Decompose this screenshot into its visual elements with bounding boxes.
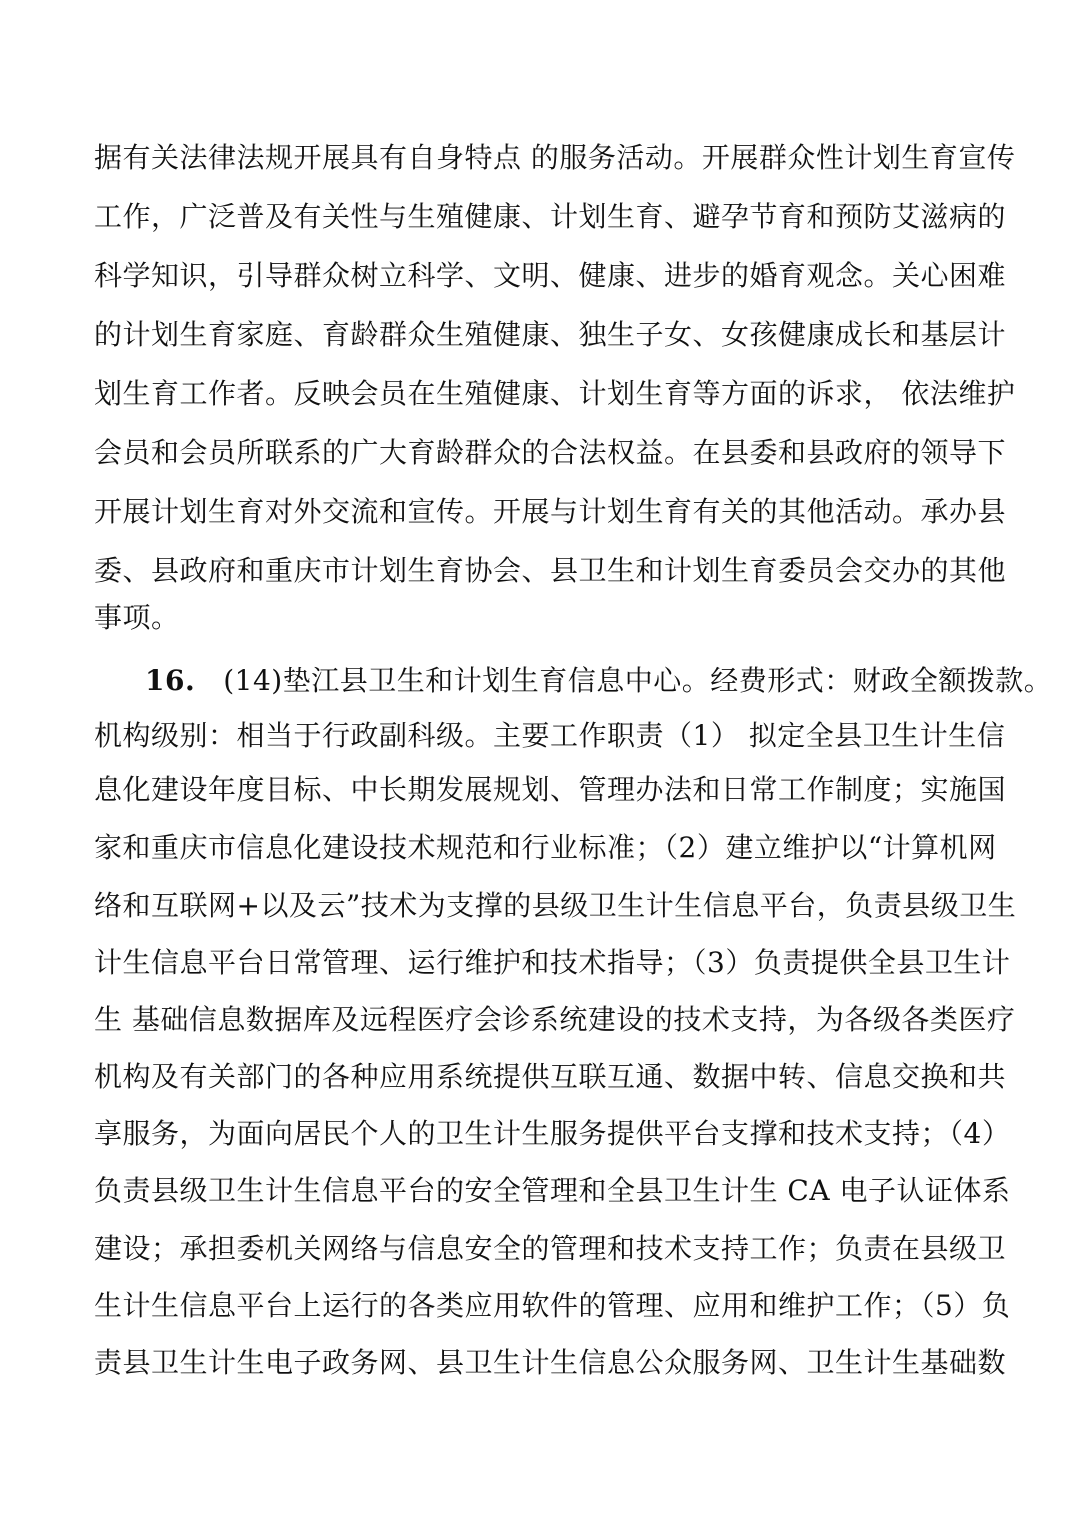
text-line: 息化建设年度目标、中长期发展规划、管理办法和日常工作制度；实施国 [94,773,1007,806]
text-line: 的计划生育家庭、育龄群众生殖健康、独生子女、女孩健康成长和基层计 [94,318,1007,351]
text-line: 生 基础信息数据库及远程医疗会诊系统建设的技术支持，为各级各类医疗 [94,1003,1016,1036]
text-span: (14)垫江县卫生和计划生育信息中心。经费形式：财政全额拨款。 [223,664,1053,697]
text-line: 会员和会员所联系的广大育龄群众的合法权益。在县委和县政府的领导下 [94,436,1007,469]
text-line: 机构级别：相当于行政副科级。主要工作职责（1） 拟定全县卫生计生信 [94,719,1006,752]
text-line: 享服务，为面向居民个人的卫生计生服务提供平台支撑和技术支持；（4） [94,1117,1011,1150]
paragraph-first-line [145,664,1052,698]
text-line: 计生信息平台日常管理、运行维护和技术指导；（3）负责提供全县卫生计 [94,946,1011,979]
item-number: 16. [145,664,196,697]
text-line: 据有关法律法规开展具有自身特点 的服务活动。开展群众性计划生育宣传 [94,141,1016,174]
text-line: 划生育工作者。反映会员在生殖健康、计划生育等方面的诉求， 依法维护 [94,377,1016,410]
text-line: 生计生信息平台上运行的各类应用软件的管理、应用和维护工作；（5）负 [94,1289,1011,1322]
text-line: 建设；承担委机关网络与信息安全的管理和技术支持工作；负责在县级卫 [94,1232,1007,1265]
text-line: 负责县级卫生计生信息平台的安全管理和全县卫生计生 CA 电子认证体系 [94,1174,1011,1207]
text-line: 工作，广泛普及有关性与生殖健康、计划生育、避孕节育和预防艾滋病的 [94,200,1007,233]
text-line: 家和重庆市信息化建设技术规范和行业标准；（2）建立维护以“计算机网 [94,831,997,864]
text-line: 委、县政府和重庆市计划生育协会、县卫生和计划生育委员会交办的其他 [94,554,1007,587]
text-line: 科学知识，引导群众树立科学、文明、健康、进步的婚育观念。关心困难 [94,259,1007,292]
text-line: 络和互联网+以及云”技术为支撑的县级卫生计生信息平台，负责县级卫生 [94,889,1017,922]
text-line: 机构及有关部门的各种应用系统提供互联互通、数据中转、信息交换和共 [94,1060,1007,1093]
text-line: 责县卫生计生电子政务网、县卫生计生信息公众服务网、卫生计生基础数 [94,1346,1007,1379]
text-line: 开展计划生育对外交流和宣传。开展与计划生育有关的其他活动。承办县 [94,495,1007,528]
text-line: 事项。 [94,601,180,634]
